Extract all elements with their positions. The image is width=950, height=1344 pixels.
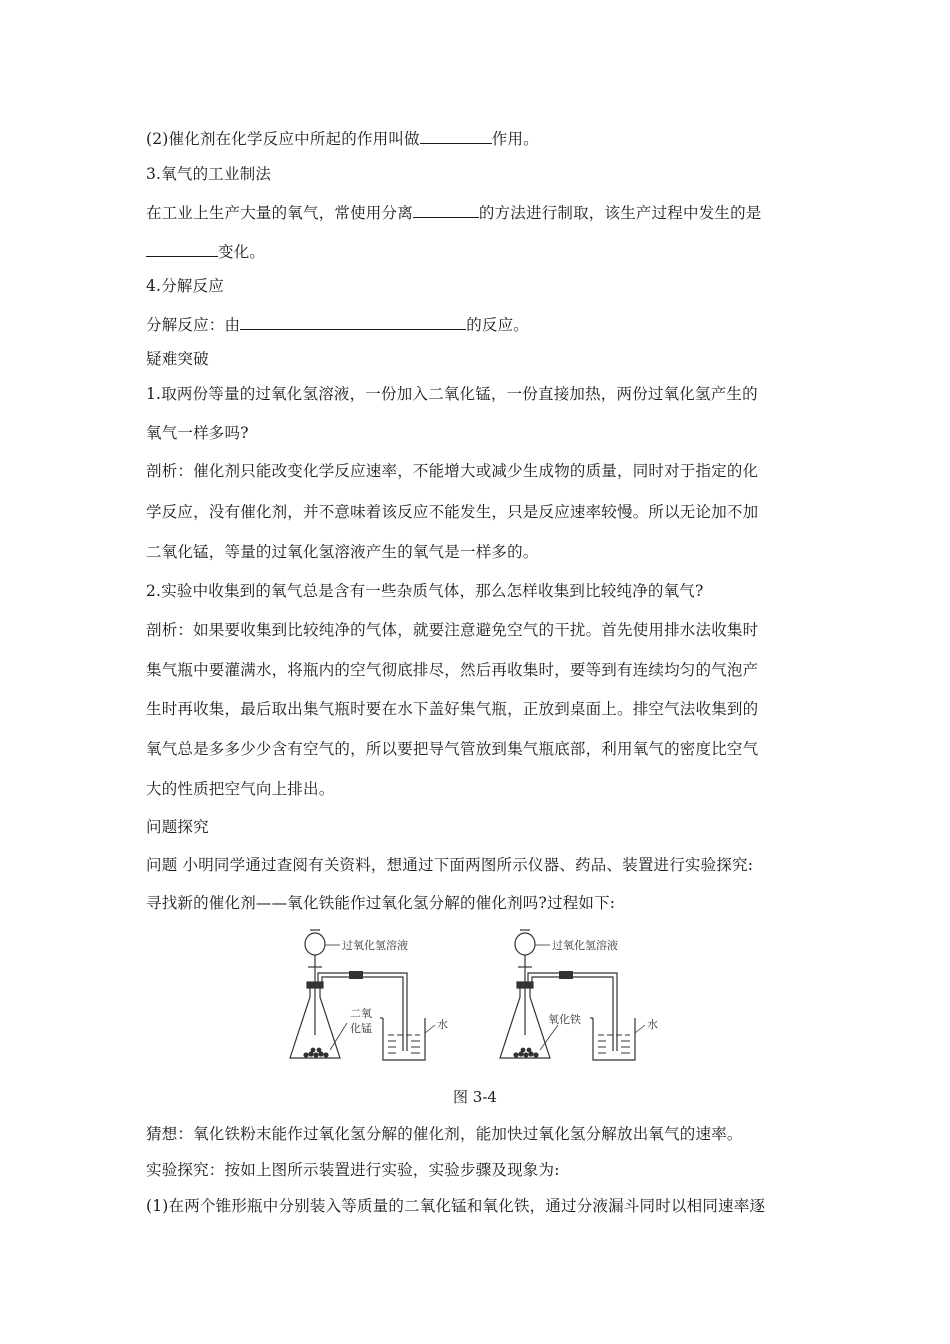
hypothesis-line: 猜想：氧化铁粉末能作过氧化氢分解的催化剂，能加快过氧化氢分解放出氧气的速率。 [146, 1125, 743, 1143]
analysis-1-line-1: 剖析：催化剂只能改变化学反应速率，不能增大或减少生成物的质量，同时对于指定的化 [146, 462, 759, 480]
text-segment: 的方法进行制取，该生产过程中发生的是 [478, 204, 762, 222]
iron-oxide-solid [513, 1048, 538, 1058]
section-heading-difficulties: 疑难突破 [146, 350, 209, 368]
right-water-label: 水 [647, 1018, 658, 1031]
figure-caption: 图 3-4 [453, 1088, 497, 1106]
text-line-industrial-method [146, 201, 806, 223]
analysis-1-line-3: 二氧化锰，等量的过氧化氢溶液产生的氧气是一样多的。 [146, 543, 539, 561]
analysis-2-line-2: 集气瓶中要灌满水，将瓶内的空气彻底排尽，然后再收集时，要等到有连续均匀的气泡产 [146, 661, 759, 679]
left-funnel-label: 过氧化氢溶液 [342, 939, 408, 952]
left-solid-label-1: 二氧 [350, 1007, 372, 1020]
question-1-line-2: 氧气一样多吗? [146, 424, 249, 442]
fill-blank[interactable] [413, 201, 479, 218]
text-segment: 在工业上生产大量的氧气，常使用分离 [146, 204, 413, 222]
text-line-catalysis-role [146, 127, 806, 149]
question-2-line-1: 2.实验中收集到的氧气总是含有一些杂质气体，那么怎样收集到比较纯净的氧气? [146, 582, 704, 600]
experiment-intro-line: 实验探究：按如上图所示装置进行实验，实验步骤及现象为: [146, 1161, 560, 1179]
experiment-step-1-line: (1)在两个锥形瓶中分别装入等质量的二氧化锰和氧化铁，通过分液漏斗同时以相同速率逐 [146, 1197, 766, 1215]
delivery-tube [528, 973, 617, 1051]
left-solid-label-2: 化锰 [350, 1022, 372, 1035]
left-water-label: 水 [437, 1018, 448, 1031]
separatory-funnel-icon [515, 933, 535, 955]
text-line-decomposition-definition [146, 313, 806, 335]
text-segment: 变化。 [218, 243, 266, 261]
question-1-line-1: 1.取两份等量的过氧化氢溶液，一份加入二氧化锰，一份直接加热，两份过氧化氢产生的 [146, 385, 758, 403]
apparatus-figure [280, 925, 680, 1070]
fill-blank[interactable] [240, 313, 466, 330]
fill-blank[interactable] [146, 240, 218, 257]
text-segment: 的反应。 [466, 316, 530, 334]
analysis-2-line-5: 大的性质把空气向上排出。 [146, 780, 335, 798]
right-funnel-label: 过氧化氢溶液 [552, 939, 618, 952]
text-segment: 分解反应：由 [146, 316, 241, 334]
problem-line-2: 寻找新的催化剂——氧化铁能作过氧化氢分解的催化剂吗?过程如下: [146, 894, 616, 912]
analysis-2-line-1: 剖析：如果要收集到比较纯净的气体，就要注意避免空气的干扰。首先使用排水法收集时 [146, 621, 759, 639]
separatory-funnel-icon [305, 933, 325, 955]
text-segment: 作用。 [491, 130, 539, 148]
analysis-1-line-2: 学反应，没有催化剂，并不意味着该反应不能发生，只是反应速率较慢。所以无论加不加 [146, 503, 759, 521]
fill-blank[interactable] [420, 127, 492, 144]
beaker-icon [593, 1018, 635, 1060]
text-segment: (2)催化剂在化学反应中所起的作用叫做 [146, 130, 420, 148]
section-heading-decomposition: 4.分解反应 [146, 277, 224, 295]
section-heading-inquiry: 问题探究 [146, 818, 209, 836]
beaker-icon [383, 1018, 425, 1060]
manganese-dioxide-solid [303, 1048, 328, 1058]
analysis-2-line-3: 生时再收集，最后取出集气瓶时要在水下盖好集气瓶，正放到桌面上。排空气法收集到的 [146, 700, 759, 718]
text-line-change-type [146, 240, 806, 262]
problem-line-1: 问题 小明同学通过查阅有关资料，想通过下面两图所示仪器、药品、装置进行实验探究: [146, 856, 754, 874]
section-heading-industrial-oxygen: 3.氧气的工业制法 [146, 165, 272, 183]
analysis-2-line-4: 氧气总是多多少少含有空气的，所以要把导气管放到集气瓶底部，利用氧气的密度比空气 [146, 740, 759, 758]
right-solid-label: 氧化铁 [548, 1013, 581, 1026]
